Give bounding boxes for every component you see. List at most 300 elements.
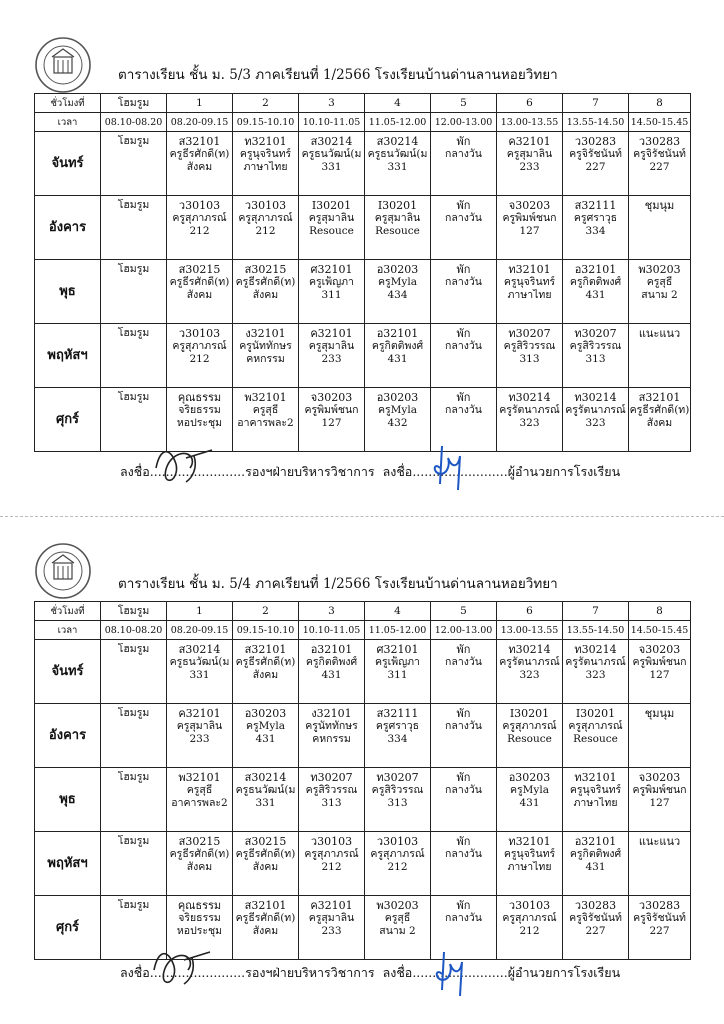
day-row	[35, 768, 691, 832]
subject-code: อ32101	[376, 327, 419, 340]
teacher-name: ครูธนวัฒน์(ม	[301, 148, 362, 160]
teacher-name: ครูMyla	[510, 784, 549, 796]
time-slot: 14.50-15.45	[629, 621, 691, 640]
time-slot: 08.10-08.20	[101, 621, 167, 640]
time-slot: 10.10-11.05	[299, 113, 365, 132]
day-row	[35, 896, 691, 960]
time-label: เวลา	[35, 621, 101, 640]
class-cell	[233, 768, 299, 832]
class-cell	[167, 768, 233, 832]
room: 331	[189, 669, 210, 681]
day-row	[35, 196, 691, 260]
class-cell	[365, 704, 431, 768]
schedule-title: ตารางเรียน ชั้น ม. 5/3 ภาคเรียนที่ 1/2566 โรงเรียนบ้านด่านลานหอยวิทยา	[118, 67, 558, 83]
subject-code: ส30214	[178, 643, 221, 656]
class-cell	[497, 132, 563, 196]
class-cell	[431, 260, 497, 324]
period-number: 1	[167, 602, 233, 621]
subject-code: พัก	[456, 263, 471, 276]
day-name: จันทร์	[35, 640, 101, 704]
subject-code: อ32101	[574, 263, 617, 276]
teacher-name: ครูสุมาลิน	[506, 148, 553, 160]
period-number: 3	[299, 94, 365, 113]
class-cell	[365, 896, 431, 960]
subject-code: อ30203	[244, 707, 287, 720]
teacher-name: กลางวัน	[445, 212, 482, 224]
time-slot: 08.10-08.20	[101, 113, 167, 132]
time-slot: 10.10-11.05	[299, 621, 365, 640]
subject-code: ท30207	[574, 327, 617, 340]
teacher-name: ครูพิมพ์ชนก	[304, 404, 359, 416]
class-cell	[299, 132, 365, 196]
deputy-signature-icon	[148, 940, 218, 990]
period-number: 2	[233, 602, 299, 621]
homeroom-cell	[101, 704, 167, 768]
subject-code: แนะแนว	[638, 327, 681, 340]
teacher-name: ครูสุธี	[186, 784, 213, 796]
subject-code: ส30214	[244, 771, 287, 784]
room: สังคม	[186, 289, 213, 301]
period-number: 4	[365, 94, 431, 113]
homeroom-text: โฮมรูม	[117, 707, 150, 719]
sign-label: ลงชื่อ	[382, 464, 413, 479]
sign-dots: ........................	[149, 464, 246, 479]
teacher-name: ครูนัททักษร	[305, 720, 358, 732]
homeroom-text: โฮมรูม	[117, 199, 150, 211]
class-cell	[563, 640, 629, 704]
subject-code: ง32101	[245, 327, 286, 340]
class-cell	[497, 324, 563, 388]
teacher-name: ครูสุมาลิน	[308, 912, 355, 924]
subject-code: ส30214	[310, 135, 353, 148]
room: 431	[585, 861, 606, 873]
subject-code: ส32101	[244, 643, 287, 656]
room: 331	[255, 797, 276, 809]
teacher-name: ครูกิตติพงศ์	[569, 848, 622, 860]
timetable	[34, 93, 691, 452]
subject-code: ค32101	[310, 327, 353, 340]
teacher-name: ครูพิมพ์ชนก	[632, 656, 687, 668]
subject-code: ท30207	[310, 771, 353, 784]
time-slot: 11.05-12.00	[365, 113, 431, 132]
teacher-name: กลางวัน	[445, 404, 482, 416]
subject-code: จ30203	[508, 199, 551, 212]
class-cell	[497, 896, 563, 960]
teacher-name: ครูMyla	[378, 404, 417, 416]
room: 431	[321, 669, 342, 681]
class-cell	[563, 832, 629, 896]
time-slot: 13.55-14.50	[563, 621, 629, 640]
subject-code: ว30283	[638, 899, 681, 912]
room: ภาษาไทย	[573, 797, 618, 809]
subject-code: ท30207	[376, 771, 419, 784]
class-cell	[431, 704, 497, 768]
teacher-name: ครูศราวุธ	[375, 720, 420, 732]
subject-code: อ30203	[508, 771, 551, 784]
teacher-name: ครูสุภาภรณ์	[172, 340, 227, 352]
teacher-name: ครูนุจรินทร์	[503, 276, 556, 288]
homeroom-cell	[101, 324, 167, 388]
teacher-name: ครูพิมพ์ชนก	[502, 212, 557, 224]
teacher-name: ครูสุมาลิน	[176, 720, 223, 732]
class-cell	[497, 388, 563, 452]
subject-code: พัก	[456, 707, 471, 720]
room: ภาษาไทย	[243, 161, 288, 173]
day-row	[35, 388, 691, 452]
teacher-name: ครูธนวัฒน์(ม	[367, 148, 428, 160]
time-slot: 09.15-10.10	[233, 621, 299, 640]
room: 431	[519, 797, 540, 809]
subject-code: ส32101	[638, 391, 681, 404]
homeroom-cell	[101, 196, 167, 260]
class-cell	[629, 832, 691, 896]
class-cell	[629, 260, 691, 324]
subject-code: จ30203	[310, 391, 353, 404]
room: 127	[519, 225, 540, 237]
class-cell	[167, 832, 233, 896]
class-cell	[365, 260, 431, 324]
subject-code: ว30103	[244, 199, 287, 212]
teacher-name: ครูจิรัชนันท์	[633, 148, 686, 160]
header-row	[35, 602, 691, 621]
homeroom-cell	[101, 640, 167, 704]
teacher-name: กลางวัน	[445, 656, 482, 668]
subject-code: ส32111	[376, 707, 419, 720]
room: Resouce	[573, 733, 618, 745]
subject-code: พัก	[456, 327, 471, 340]
class-cell	[299, 640, 365, 704]
day-name: ศุกร์	[35, 896, 101, 960]
time-row	[35, 113, 691, 132]
homeroom-text: โฮมรูม	[117, 899, 150, 911]
teacher-name: ครูสุภาภรณ์	[172, 212, 227, 224]
time-slot: 09.15-10.10	[233, 113, 299, 132]
room: สังคม	[186, 161, 213, 173]
class-cell	[497, 704, 563, 768]
class-cell	[167, 704, 233, 768]
teacher-name: ครูสุมาลิน	[308, 212, 355, 224]
period-number: 5	[431, 602, 497, 621]
subject-code: ค32101	[310, 899, 353, 912]
teacher-name: ครูสิริวรรณ	[371, 784, 424, 796]
class-cell	[497, 832, 563, 896]
teacher-name: กลางวัน	[445, 784, 482, 796]
teacher-name: ครูสุภาภรณ์	[568, 720, 623, 732]
subject-code: I30201	[575, 707, 616, 720]
class-cell	[365, 196, 431, 260]
class-cell	[563, 132, 629, 196]
subject-code: จ30203	[638, 643, 681, 656]
period-number: 6	[497, 602, 563, 621]
class-cell	[431, 640, 497, 704]
homeroom-cell	[101, 832, 167, 896]
teacher-name: ครูสุภาภรณ์	[304, 848, 359, 860]
room: 334	[387, 733, 408, 745]
subject-code: ว30283	[574, 135, 617, 148]
room: 227	[585, 161, 606, 173]
homeroom-text: โฮมรูม	[117, 263, 150, 275]
director-signature-icon	[430, 944, 470, 1000]
day-name: พุธ	[35, 768, 101, 832]
subject-code: พ32101	[178, 771, 221, 784]
teacher-name: ครูสุธี	[646, 276, 673, 288]
class-cell	[563, 196, 629, 260]
teacher-name: กลางวัน	[445, 148, 482, 160]
teacher-name: ครูเพ็ญภา	[309, 276, 354, 288]
subject-code: พัก	[456, 391, 471, 404]
class-cell	[299, 832, 365, 896]
subject-code: พัก	[456, 643, 471, 656]
day-name: อังคาร	[35, 704, 101, 768]
teacher-name: ครูนัททักษร	[239, 340, 292, 352]
subject-code: อ30203	[376, 391, 419, 404]
period-number: 5	[431, 94, 497, 113]
room: 313	[585, 353, 606, 365]
subject-code: จ30203	[638, 771, 681, 784]
teacher-name: ครูนุจรินทร์	[569, 784, 622, 796]
director-title: ผู้อำนวยการโรงเรียน	[507, 965, 621, 980]
time-slot: 12.00-13.00	[431, 621, 497, 640]
teacher-name: ครูรัตนาภรณ์	[565, 656, 626, 668]
teacher-name: กลางวัน	[445, 848, 482, 860]
room: 313	[387, 797, 408, 809]
teacher-name: ครูธีรศักดิ์(ท)	[629, 404, 690, 416]
teacher-name: ครูรัตนาภรณ์	[565, 404, 626, 416]
teacher-name: ครูรัตนาภรณ์	[499, 656, 560, 668]
subject-code: พัก	[456, 835, 471, 848]
room: Resouce	[507, 733, 552, 745]
room: สังคม	[252, 289, 279, 301]
teacher-name: ครูMyla	[378, 276, 417, 288]
room: 311	[387, 669, 408, 681]
time-slot: 13.55-14.50	[563, 113, 629, 132]
subject-code: ท30214	[508, 643, 551, 656]
class-cell	[167, 260, 233, 324]
room: 313	[321, 797, 342, 809]
teacher-name: ครูจิรัชนันท์	[633, 912, 686, 924]
period-header-label: ชั่วโมงที่	[35, 602, 101, 621]
teacher-name: ครูรัตนาภรณ์	[499, 404, 560, 416]
time-slot: 08.20-09.15	[167, 621, 233, 640]
teacher-name: กลางวัน	[445, 340, 482, 352]
subject-code: พัก	[456, 771, 471, 784]
class-cell	[167, 640, 233, 704]
period-number: 7	[563, 94, 629, 113]
homeroom-text: โฮมรูม	[117, 771, 150, 783]
room: 212	[321, 861, 342, 873]
teacher-name: จริยธรรม	[178, 404, 221, 416]
day-name: พฤหัสฯ	[35, 324, 101, 388]
teacher-name: ครูสุภาภรณ์	[502, 720, 557, 732]
room: 212	[189, 225, 210, 237]
subject-code: I30201	[377, 199, 418, 212]
subject-code: พัก	[456, 899, 471, 912]
period-number: 2	[233, 94, 299, 113]
teacher-name: ครูธนวัฒน์(ม	[235, 784, 296, 796]
time-row	[35, 621, 691, 640]
period-number: 6	[497, 94, 563, 113]
class-cell	[299, 324, 365, 388]
sign-label: ลงชื่อ	[382, 965, 413, 980]
homeroom-text: โฮมรูม	[117, 327, 150, 339]
class-cell	[629, 324, 691, 388]
subject-code: ท32101	[508, 263, 551, 276]
room: 311	[321, 289, 342, 301]
subject-code: ท30214	[574, 391, 617, 404]
subject-code: I30201	[509, 707, 550, 720]
room: 434	[387, 289, 408, 301]
time-label: เวลา	[35, 113, 101, 132]
room: 227	[649, 925, 670, 937]
sign-dots: ........................	[149, 965, 246, 980]
class-cell	[233, 324, 299, 388]
class-cell	[629, 768, 691, 832]
sign-label: ลงชื่อ	[120, 965, 150, 980]
sign-label: ลงชื่อ	[120, 464, 150, 479]
teacher-name: ครูสุธี	[252, 404, 279, 416]
class-cell	[431, 832, 497, 896]
subject-code: อ32101	[574, 835, 617, 848]
class-cell	[431, 324, 497, 388]
teacher-name: ครูธีรศักดิ์(ท)	[235, 912, 296, 924]
director-title: ผู้อำนวยการโรงเรียน	[507, 464, 621, 479]
homeroom-cell	[101, 260, 167, 324]
teacher-name: ครูจิรัชนันท์	[569, 912, 622, 924]
teacher-name: ครูธีรศักดิ์(ท)	[169, 276, 230, 288]
class-cell	[365, 388, 431, 452]
subject-code: อ30203	[376, 263, 419, 276]
room: 212	[519, 925, 540, 937]
class-cell	[299, 704, 365, 768]
class-cell	[167, 132, 233, 196]
room: อาคารพละ2	[237, 417, 294, 429]
subject-code: I30201	[311, 199, 352, 212]
room: หอประชุม	[176, 417, 223, 429]
subject-code: ชุมนุม	[644, 199, 675, 212]
room: สังคม	[252, 925, 279, 937]
room: 431	[585, 289, 606, 301]
class-cell	[563, 260, 629, 324]
day-row	[35, 704, 691, 768]
period-number: 8	[629, 602, 691, 621]
subject-code: แนะแนว	[638, 835, 681, 848]
class-cell	[629, 896, 691, 960]
subject-code: ว30103	[178, 199, 221, 212]
class-cell	[233, 132, 299, 196]
deputy-title: รองฯฝ่ายบริหารวิชาการ	[245, 965, 375, 980]
teacher-name: ครูจิรัชนันท์	[569, 148, 622, 160]
room: หอประชุม	[176, 925, 223, 937]
time-slot: 14.50-15.45	[629, 113, 691, 132]
room: 127	[649, 669, 670, 681]
class-cell	[299, 260, 365, 324]
class-cell	[167, 324, 233, 388]
class-cell	[233, 196, 299, 260]
room: 212	[189, 353, 210, 365]
class-cell	[629, 388, 691, 452]
subject-code: ท30214	[508, 391, 551, 404]
class-cell	[299, 196, 365, 260]
teacher-name: ครูกิตติพงศ์	[569, 276, 622, 288]
room: สังคม	[252, 861, 279, 873]
teacher-name: กลางวัน	[445, 276, 482, 288]
room: 313	[519, 353, 540, 365]
teacher-name: กลางวัน	[445, 912, 482, 924]
class-cell	[299, 768, 365, 832]
class-cell	[563, 388, 629, 452]
teacher-name: ครูสุธี	[384, 912, 411, 924]
subject-code: พ32101	[244, 391, 287, 404]
class-cell	[233, 388, 299, 452]
room: 323	[519, 417, 540, 429]
subject-code: ว30283	[574, 899, 617, 912]
subject-code: อ32101	[310, 643, 353, 656]
schedule-title: ตารางเรียน ชั้น ม. 5/4 ภาคเรียนที่ 1/2566 โรงเรียนบ้านด่านลานหอยวิทยา	[118, 576, 558, 592]
homeroom-cell	[101, 132, 167, 196]
class-cell	[563, 324, 629, 388]
teacher-name: กลางวัน	[445, 720, 482, 732]
room: 127	[321, 417, 342, 429]
teacher-name: ครูนุจรินทร์	[503, 848, 556, 860]
day-name: ศุกร์	[35, 388, 101, 452]
day-row	[35, 640, 691, 704]
subject-code: ว30103	[310, 835, 353, 848]
teacher-name: ครูธีรศักดิ์(ท)	[169, 148, 230, 160]
class-cell	[365, 324, 431, 388]
subject-code: ท32101	[574, 771, 617, 784]
teacher-name: ครูกิตติพงศ์	[305, 656, 358, 668]
teacher-name: ครูศราวุธ	[573, 212, 618, 224]
class-cell	[563, 768, 629, 832]
teacher-name: ครูเพ็ญภา	[375, 656, 420, 668]
room: 212	[255, 225, 276, 237]
teacher-name: ครูสุภาภรณ์	[370, 848, 425, 860]
room: 431	[387, 353, 408, 365]
class-cell	[365, 768, 431, 832]
room: 331	[321, 161, 342, 173]
room: 432	[387, 417, 408, 429]
homeroom-header: โฮมรูม	[101, 602, 167, 621]
deputy-signature-icon	[150, 438, 220, 488]
class-cell	[365, 832, 431, 896]
teacher-name: ครูธีรศักดิ์(ท)	[235, 656, 296, 668]
subject-code: คุณธรรม	[177, 391, 222, 404]
class-cell	[497, 260, 563, 324]
sign-dots: ........................	[412, 965, 508, 980]
period-header-label: ชั่วโมงที่	[35, 94, 101, 113]
day-name: จันทร์	[35, 132, 101, 196]
subject-code: ส30215	[178, 263, 221, 276]
room: สนาม 2	[379, 925, 416, 937]
class-cell	[233, 260, 299, 324]
class-cell	[629, 640, 691, 704]
teacher-name: ครูสุภาภรณ์	[238, 212, 293, 224]
day-row	[35, 832, 691, 896]
subject-code: ท32101	[244, 135, 287, 148]
class-cell	[431, 196, 497, 260]
class-cell	[233, 640, 299, 704]
room: 227	[649, 161, 670, 173]
class-cell	[497, 768, 563, 832]
class-cell	[233, 832, 299, 896]
class-cell	[563, 896, 629, 960]
teacher-name: จริยธรรม	[178, 912, 221, 924]
class-cell	[431, 132, 497, 196]
subject-code: ท30214	[574, 643, 617, 656]
class-cell	[497, 640, 563, 704]
class-cell	[629, 196, 691, 260]
day-name: อังคาร	[35, 196, 101, 260]
